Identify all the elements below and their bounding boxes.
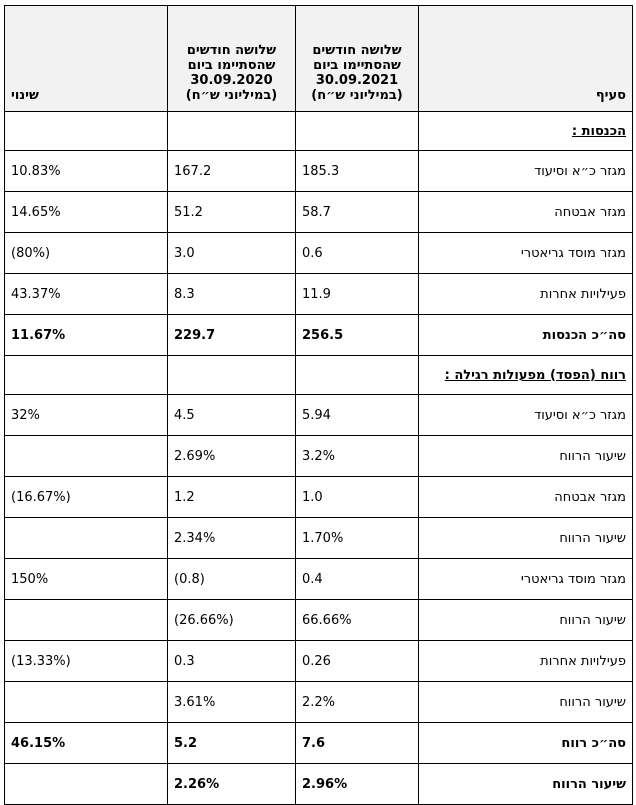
header-change: שינוי bbox=[5, 6, 168, 112]
cell-change: 32% bbox=[5, 395, 168, 436]
table-row bbox=[5, 274, 633, 315]
row-label: מגזר כ״א וסיעוד bbox=[419, 151, 633, 192]
row-label: מגזר מוסד גריאטרי bbox=[419, 559, 633, 600]
cell-change: 43.37% bbox=[5, 274, 168, 315]
cell-2021 bbox=[296, 356, 419, 395]
cell-2020 bbox=[168, 112, 296, 151]
cell-2020: 2.34% bbox=[168, 518, 296, 559]
cell-change: 11.67% bbox=[5, 315, 168, 356]
table-header-row bbox=[5, 6, 633, 112]
cell-change bbox=[5, 112, 168, 151]
cell-2020: 0.3 bbox=[168, 641, 296, 682]
cell-change bbox=[5, 436, 168, 477]
cell-2021: 2.2% bbox=[296, 682, 419, 723]
row-label: מגזר אבטחה bbox=[419, 192, 633, 233]
section-title-profit: רווח (הפסד) מפעולות רגילה : bbox=[444, 367, 626, 383]
cell-2021 bbox=[296, 112, 419, 151]
header-2020: שלושה חודשים שהסתיימו ביום 30.09.2020 (במיליוני ש״ח) bbox=[168, 6, 296, 112]
header-item: סעיף bbox=[419, 6, 633, 112]
table-row bbox=[5, 356, 633, 395]
cell-2021: 0.26 bbox=[296, 641, 419, 682]
table-row-total bbox=[5, 723, 633, 764]
cell-2020: 5.2 bbox=[168, 723, 296, 764]
cell-change: 46.15% bbox=[5, 723, 168, 764]
row-label: סה״כ רווח bbox=[419, 723, 633, 764]
table-row bbox=[5, 395, 633, 436]
table-row bbox=[5, 518, 633, 559]
cell-2021: 11.9 bbox=[296, 274, 419, 315]
table-row bbox=[5, 233, 633, 274]
cell-2020: 51.2 bbox=[168, 192, 296, 233]
cell-change: 14.65% bbox=[5, 192, 168, 233]
cell-change: 10.83% bbox=[5, 151, 168, 192]
cell-2021: 256.5 bbox=[296, 315, 419, 356]
cell-change: (16.67%) bbox=[5, 477, 168, 518]
table-row bbox=[5, 436, 633, 477]
row-label: מגזר כ״א וסיעוד bbox=[419, 395, 633, 436]
cell-2021: 0.4 bbox=[296, 559, 419, 600]
cell-change: 150% bbox=[5, 559, 168, 600]
section-title-revenues: הכנסות : bbox=[571, 123, 626, 139]
cell-2020 bbox=[168, 356, 296, 395]
cell-2020: (0.8) bbox=[168, 559, 296, 600]
cell-2021: 1.0 bbox=[296, 477, 419, 518]
cell-2021: 185.3 bbox=[296, 151, 419, 192]
cell-2021: 3.2% bbox=[296, 436, 419, 477]
row-label bbox=[419, 112, 633, 151]
table-row bbox=[5, 192, 633, 233]
row-label bbox=[419, 356, 633, 395]
cell-2020: 1.2 bbox=[168, 477, 296, 518]
row-label: שיעור הרווח bbox=[419, 518, 633, 559]
table-row bbox=[5, 112, 633, 151]
header-2021: שלושה חודשים שהסתיימו ביום 30.09.2021 (במיליוני ש״ח) bbox=[296, 6, 419, 112]
row-label: פעילויות אחרות bbox=[419, 274, 633, 315]
cell-change bbox=[5, 764, 168, 805]
cell-change: (80%) bbox=[5, 233, 168, 274]
table-row bbox=[5, 151, 633, 192]
cell-2020: 3.0 bbox=[168, 233, 296, 274]
row-label: שיעור הרווח bbox=[419, 600, 633, 641]
table-row bbox=[5, 641, 633, 682]
cell-2020: 229.7 bbox=[168, 315, 296, 356]
cell-2020: 8.3 bbox=[168, 274, 296, 315]
cell-2020: (26.66%) bbox=[168, 600, 296, 641]
cell-2021: 7.6 bbox=[296, 723, 419, 764]
cell-2021: 5.94 bbox=[296, 395, 419, 436]
row-label: סה״כ הכנסות bbox=[419, 315, 633, 356]
table-row-total bbox=[5, 315, 633, 356]
row-label: מגזר אבטחה bbox=[419, 477, 633, 518]
cell-2021: 1.70% bbox=[296, 518, 419, 559]
cell-2020: 2.69% bbox=[168, 436, 296, 477]
cell-change bbox=[5, 518, 168, 559]
cell-change bbox=[5, 682, 168, 723]
table-row bbox=[5, 477, 633, 518]
cell-change bbox=[5, 600, 168, 641]
cell-2020: 3.61% bbox=[168, 682, 296, 723]
financial-summary-table-container bbox=[4, 5, 632, 805]
cell-2021: 66.66% bbox=[296, 600, 419, 641]
cell-2021: 0.6 bbox=[296, 233, 419, 274]
cell-change bbox=[5, 356, 168, 395]
cell-2020: 167.2 bbox=[168, 151, 296, 192]
table-row-total-margin bbox=[5, 764, 633, 805]
cell-2020: 2.26% bbox=[168, 764, 296, 805]
row-label: מגזר מוסד גריאטרי bbox=[419, 233, 633, 274]
row-label: שיעור הרווח bbox=[419, 764, 633, 805]
financial-summary-table bbox=[4, 5, 633, 805]
table-row bbox=[5, 559, 633, 600]
row-label: שיעור הרווח bbox=[419, 436, 633, 477]
cell-change: (13.33%) bbox=[5, 641, 168, 682]
table-row bbox=[5, 600, 633, 641]
cell-2021: 2.96% bbox=[296, 764, 419, 805]
row-label: פעילויות אחרות bbox=[419, 641, 633, 682]
cell-2020: 4.5 bbox=[168, 395, 296, 436]
row-label: שיעור הרווח bbox=[419, 682, 633, 723]
table-row bbox=[5, 682, 633, 723]
cell-2021: 58.7 bbox=[296, 192, 419, 233]
